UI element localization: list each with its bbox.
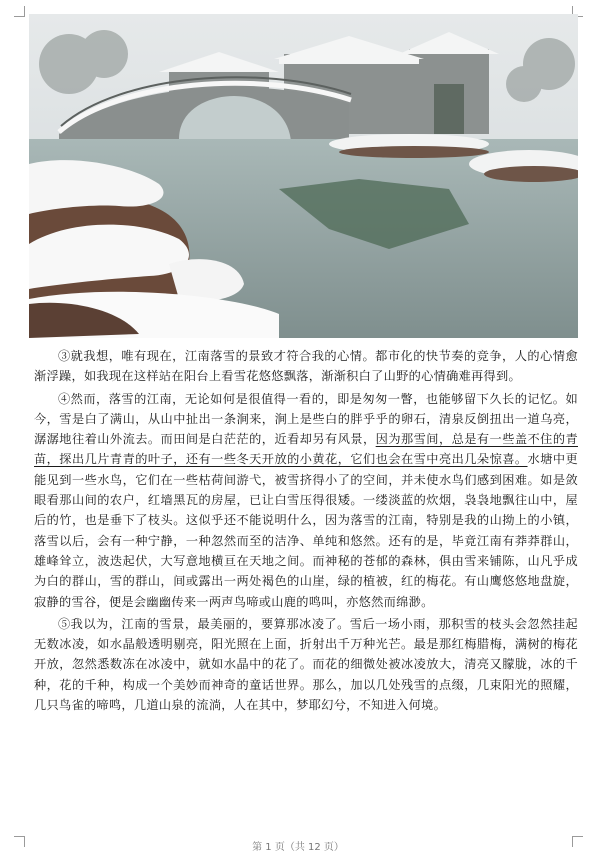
paragraph-4-underlined: 因为那雪间，总是有一些盖不住的青苗，探出几片青青的叶子，还有一些冬天开放的小黄花，它们也会在雪中亮出几朵惊喜。 [34,432,578,467]
crop-mark-top-left [14,6,25,17]
page-footer: 第 1 页（共 12 页） [252,842,344,853]
snow-scene-photo [29,14,578,338]
paragraph-4 [34,389,578,612]
paragraph-5: ⑤我以为，江南的雪景，最美丽的，要算那冰凌了。雪后一场小雨，那积雪的枝头会忽然挂起无数冰凌，如水晶般透明剔亮，阳光照在上面，折射出千万种光芒。最是那红梅腊梅，满树的梅花开放，忽然悉数冻在冰凌中，就如水晶中的花了。而花的细微处被冰凌放大，清亮又朦胧，冰的千种，花的千种，构成一个美妙而神奇的童话世界。那么，加以几处残雪的点缀，几束阳光的照耀，几只鸟雀的啼鸣，几道山泉的流淌，人在其中，梦耶幻兮，不知进入何境。 [34,616,578,713]
paragraph-4-lead: ④然而，落雪的江南，无论如何是很值得一看的，即是匆匆一瞥，也能够留下久长的记忆。如今，雪是白了满山，从山中扯出一条涧来，涧上是些白的胖乎乎的卵石，清泉反倒扭出一道乌亮，潺潺地往着山外流去。而田间是白茫茫的，近看却另有风景， [34,391,578,447]
paragraph-4-rest: 水塘中更能见到一些水鸟，它们在一些枯荷间游弋，被雪挤得小了的空间，并未使水鸟们感到困难。如是敛眼看那山间的农户，红墙黑瓦的房屋，已让白雪压得很矮。一缕淡蓝的炊烟，袅袅地飘往山中，屋后的竹，也是垂下了枝头。这似乎还不能说明什么，因为落雪的江南，特别是我的山拗上的小镇，落雪以后，会有一种宁静，一种忽然而至的洁净、单纯和悠然。还有的是，毕竟江南有莽莽群山，雄峰耸立，波迭起伏，大写意地横亘在天地之间。而神秘的苍郁的森林，俱由雪来铺陈，山凡乎成为白的群山，雪的群山，间或露出一两处褐色的山崖，绿的植被，红的梅花。有山鹰悠悠地盘旋，寂静的雪谷，便是会幽幽传来一两声鸟啼或山鹿的鸣叫，亦悠然而绵渺。 [34,452,578,609]
article-body [34,346,578,715]
paragraph-3: ③就我想，唯有现在，江南落雪的景致才符合我的心情。都市化的快节奏的竞争，人的心情愈渐浮躁，如我现在这样站在阳台上看雪花悠悠飘落，渐渐积白了山野的心情确难再得到。 [34,349,578,384]
